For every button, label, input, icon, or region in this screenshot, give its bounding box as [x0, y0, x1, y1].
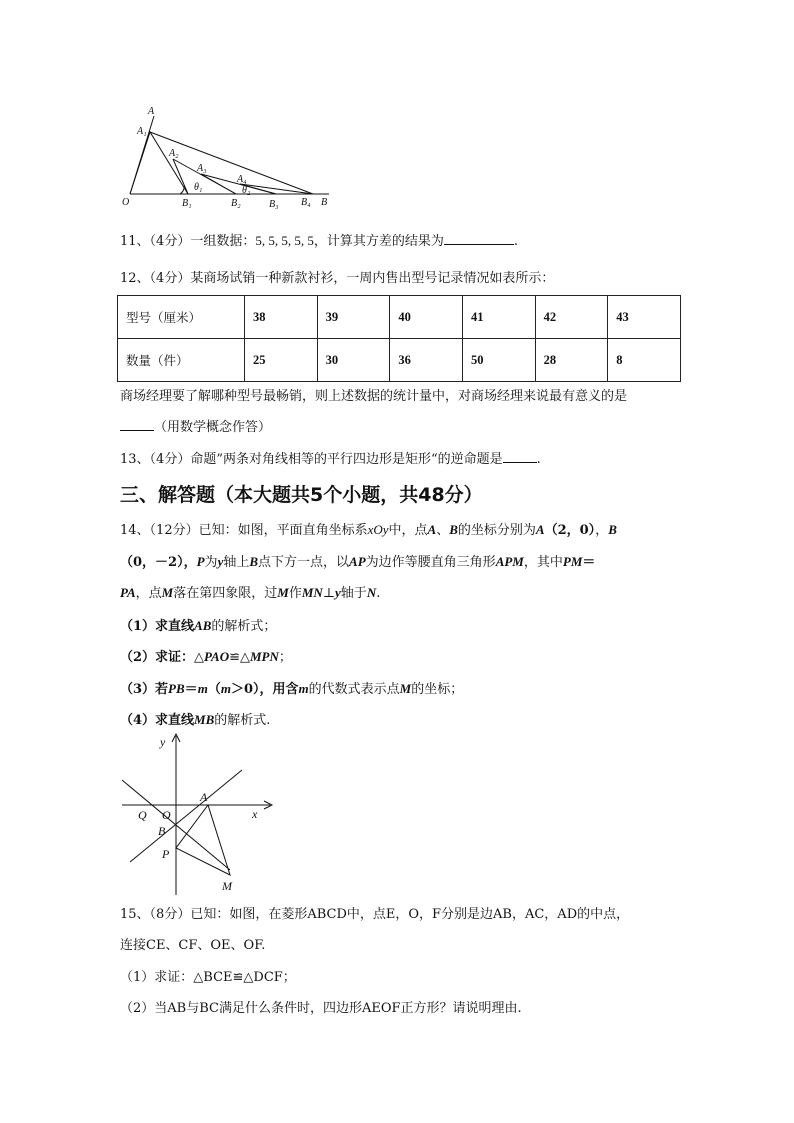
q15-line2 [120, 937, 265, 955]
q14-math: y [335, 585, 341, 600]
q12-after1: 商场经理要了解哪种型号最畅销，则上述数据的统计量中，对商场经理来说最有意义的是 [120, 389, 628, 404]
q14-math: A [427, 522, 437, 537]
table-row-size [118, 296, 681, 339]
q14-text: ⊥ [322, 586, 336, 601]
label-A: A [148, 106, 155, 117]
table-cell: 42 [535, 296, 608, 339]
q15-sub1 [120, 969, 296, 987]
label-A1: A₁ [137, 126, 147, 137]
q14-line3 [120, 584, 380, 603]
table-cell: 28 [535, 339, 608, 382]
q14-text: ， [595, 523, 609, 538]
q15-text: 连接CE、CF、OE、OF. [120, 938, 266, 953]
q12-text: 12、（4分）某商场试销一种新款衬衫，一周内售出型号记录情况如表所示： [120, 271, 555, 286]
section-title: 三、解答题（本大题共5个小题，共48分） [120, 484, 483, 506]
q14-text: 的坐标； [411, 682, 464, 697]
q14-text: ＞0），用含 [230, 682, 299, 697]
label-B: B [321, 197, 328, 208]
q12-after2: （用数学概念作答） [154, 420, 272, 435]
q14-sub1 [120, 617, 276, 636]
q14-math: PM [562, 554, 583, 569]
table-cell: 30 [317, 339, 390, 382]
q11-end: . [513, 234, 518, 249]
q14-text: 的代数式表示点 [308, 682, 400, 697]
q14-sub4 [120, 711, 270, 730]
label-B1: B₁ [182, 198, 192, 209]
q14-math: M [399, 681, 412, 696]
q11-suffix: ，计算其方差的结果为 [313, 234, 444, 249]
question-12 [120, 270, 554, 288]
q14-text: 中，点 [388, 523, 428, 538]
q14-math: m [197, 681, 208, 696]
q14-math: MB [194, 712, 215, 727]
q14-text: 落在第四象限，过 [173, 586, 278, 601]
label-B: B [158, 824, 166, 838]
q15-text: 15、（8分）已知：如图，在菱形ABCD中，点E，O，F分别是边AB，AC，AD的中点， [120, 907, 630, 922]
q14-math: M [161, 585, 174, 600]
q14-math: y [217, 554, 224, 569]
q14-text: 为边作等腰直角三角形 [365, 555, 496, 570]
table-cell: 38 [245, 296, 318, 339]
table-cell: 25 [245, 339, 318, 382]
q14-text: （1）求直线 [120, 619, 195, 634]
table-row-count [118, 339, 681, 382]
q14-line1 [120, 521, 617, 540]
q14-text: 的解析式； [211, 619, 277, 634]
q15-text: （1）求证：△BCE≌△DCF； [120, 970, 296, 985]
q14-text: 轴上 [223, 555, 250, 570]
q14-text: 、 [436, 523, 450, 538]
q14-sub3 [120, 680, 463, 699]
q12-answer-blank[interactable] [120, 418, 154, 431]
q14-math: △PAO [194, 649, 230, 664]
question-13 [120, 450, 541, 469]
table-header-count: 数量（件） [118, 339, 245, 382]
label-B3: B₃ [269, 199, 279, 210]
label-A4: A₄ [237, 174, 247, 185]
q14-math: AB [194, 618, 212, 633]
segment-B2-A3 [201, 174, 236, 194]
q15-line1 [120, 906, 629, 924]
label-B2: B₂ [231, 198, 241, 209]
q14-math: P [196, 554, 205, 569]
q14-math: A [535, 522, 545, 537]
table-cell: 50 [462, 339, 535, 382]
q14-math: △MPN [240, 649, 279, 664]
q11-prefix: 11、（4分）一组数据： [120, 234, 256, 249]
q14-text: （ [207, 682, 221, 697]
figure-iterated-triangles [118, 104, 333, 210]
q15-sub2 [120, 1000, 522, 1018]
figure-coordinate-plane [118, 730, 278, 898]
q14-text: （2）求证： [120, 650, 195, 665]
line-AB [130, 770, 242, 862]
q14-text: （2，0） [544, 523, 596, 538]
q14-text: 点下方一点，以 [258, 555, 350, 570]
segment-A4-B4 [240, 184, 313, 194]
q14-math: APM [495, 554, 524, 569]
q14-line2 [120, 553, 595, 572]
question-11 [120, 232, 518, 251]
q14-text: （4）求直线 [120, 713, 195, 728]
q14-math: AP [349, 554, 366, 569]
q14-text: 的解析式. [214, 713, 271, 728]
q12-table [117, 295, 681, 382]
q14-text: 作 [288, 586, 302, 601]
table-cell: 8 [608, 339, 681, 382]
table-cell: 43 [608, 296, 681, 339]
label-theta2: θ₂ [242, 185, 251, 196]
q14-math: m [298, 681, 309, 696]
segment-B1-A2 [173, 159, 188, 194]
q14-text: ； [278, 650, 292, 665]
q12-followup [120, 388, 627, 406]
q14-text: 为 [204, 555, 218, 570]
q14-math: PA [120, 585, 136, 600]
label-B4: B₄ [301, 197, 311, 208]
q14-sub2 [120, 648, 292, 667]
q14-text: 轴于 [340, 586, 367, 601]
q14-math: PB [168, 681, 185, 696]
q14-text: ，其中 [523, 555, 563, 570]
label-A2: A₂ [169, 148, 179, 159]
q14-math: B [608, 522, 617, 537]
q14-math: xOy [367, 522, 389, 537]
label-A3: A₃ [197, 163, 207, 174]
q14-text: ，点 [135, 586, 162, 601]
table-cell: 36 [390, 339, 463, 382]
label-A: A [200, 790, 208, 804]
q14-math: B [249, 554, 259, 569]
q15-text: （2）当AB与BC满足什么条件时，四边形AEOF正方形？请说明理由. [120, 1001, 522, 1016]
label-x: x [252, 807, 258, 821]
q14-math: B [449, 522, 458, 537]
q11-answer-blank[interactable] [444, 232, 514, 245]
label-P: P [162, 847, 170, 861]
label-theta1: θ₁ [194, 182, 203, 193]
table-header-size: 型号（厘米） [118, 296, 245, 339]
label-y: y [160, 735, 166, 749]
label-O: O [162, 808, 171, 822]
label-M: M [222, 879, 232, 893]
triangle-APM [176, 805, 230, 875]
table-cell: 41 [462, 296, 535, 339]
q14-text: （3）若 [120, 682, 169, 697]
q14-math: m [220, 681, 231, 696]
q14-math: MN [301, 585, 323, 600]
q13-answer-blank[interactable] [503, 450, 537, 463]
q14-text: . [376, 586, 381, 601]
table-cell: 39 [317, 296, 390, 339]
q14-math: N [366, 585, 377, 600]
q14-text: 14、（12分）已知：如图，平面直角坐标系 [120, 523, 368, 538]
q14-text: 的坐标分别为 [457, 523, 536, 538]
q13-end: . [536, 452, 541, 467]
q14-text: （0，－2）， [120, 555, 197, 570]
q14-text: ＝ [582, 555, 596, 570]
q14-math: M [277, 585, 289, 600]
q12-answer-line [120, 418, 271, 437]
q13-text: 13、（4分）命题”两条对角线相等的平行四边形是矩形“的逆命题是 [120, 452, 503, 467]
q14-text: ≌ [229, 650, 240, 665]
q14-text: ＝ [184, 682, 198, 697]
label-O: O [122, 197, 130, 208]
q11-data: 5, 5, 5, 5, 5 [255, 233, 314, 248]
label-Q: Q [138, 808, 147, 822]
table-cell: 40 [390, 296, 463, 339]
